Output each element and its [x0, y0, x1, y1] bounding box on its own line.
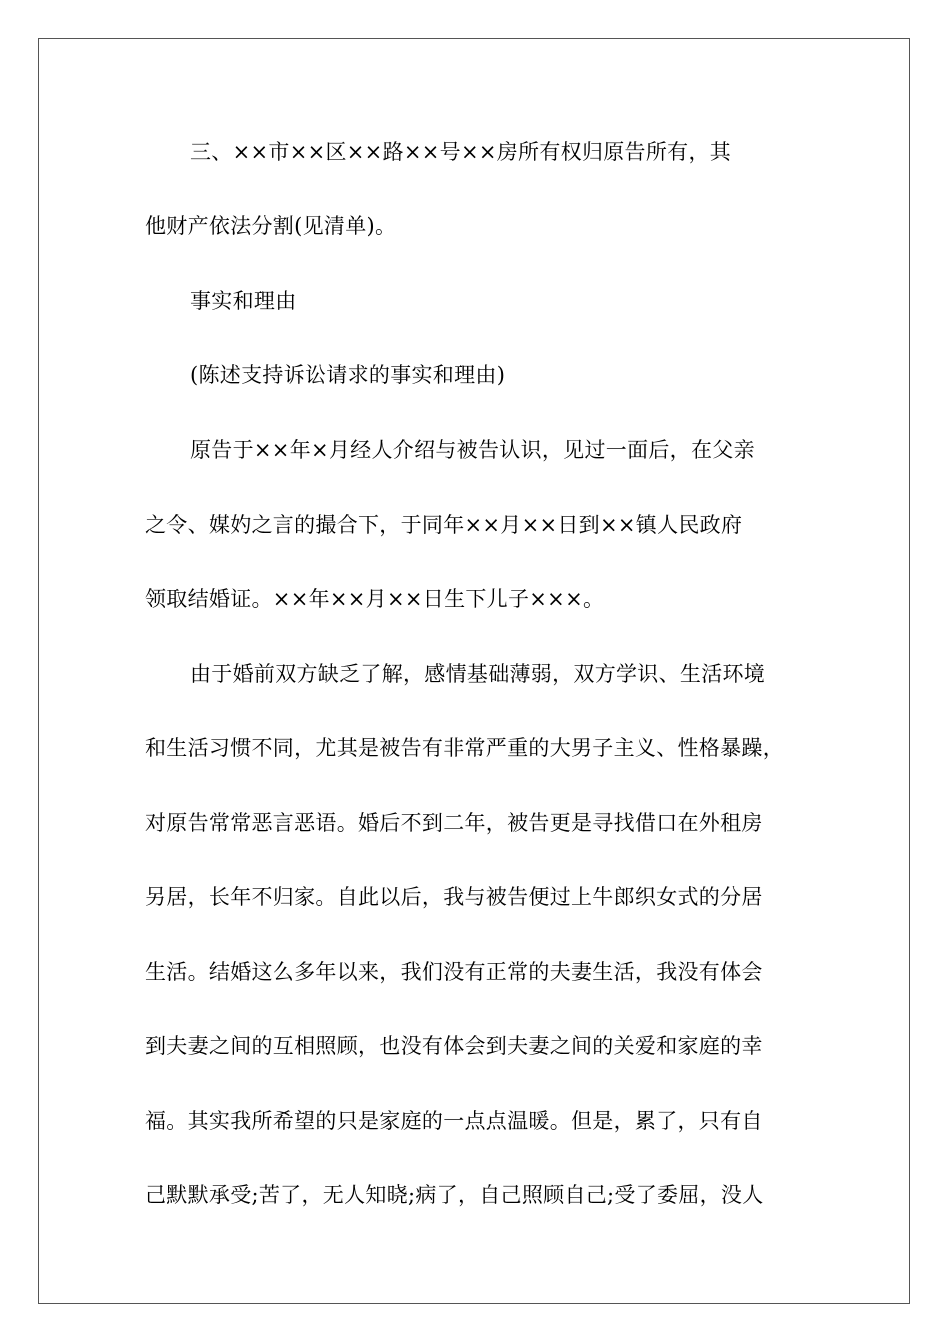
paragraph-marriage-line-3: 领取结婚证。××年××月××日生下儿子×××。	[145, 587, 605, 611]
paragraph-reasons-line-3: 对原告常常恶言恶语。婚后不到二年，被告更是寻找借口在外租房	[145, 811, 763, 835]
section-instruction-note: (陈述支持诉讼请求的事实和理由)	[190, 363, 506, 387]
paragraph-marriage-line-1: 原告于××年×月经人介绍与被告认识，见过一面后，在父亲	[190, 438, 755, 462]
paragraph-reasons-line-6: 到夫妻之间的互相照顾，也没有体会到夫妻之间的关爱和家庭的幸	[145, 1034, 763, 1058]
section-heading-facts-and-reasons: 事实和理由	[190, 289, 297, 313]
paragraph-marriage-line-2: 之令、媒妁之言的撮合下，于同年××月××日到××镇人民政府	[145, 513, 743, 537]
paragraph-reasons-line-2: 和生活习惯不同，尤其是被告有非常严重的大男子主义、性格暴躁，	[145, 736, 784, 760]
paragraph-reasons-line-4: 另居，长年不归家。自此以后，我与被告便过上牛郎织女式的分居	[145, 885, 763, 909]
paragraph-property-claim-line-1: 三、××市××区××路××号××房所有权归原告所有，其	[190, 140, 732, 164]
paragraph-reasons-line-8: 己默默承受;苦了，无人知晓;病了，自己照顾自己;受了委屈，没人	[145, 1183, 764, 1207]
paragraph-reasons-line-1: 由于婚前双方缺乏了解，感情基础薄弱，双方学识、生活环境	[190, 662, 766, 686]
paragraph-reasons-line-7: 福。其实我所希望的只是家庭的一点点温暖。但是，累了，只有自	[145, 1109, 763, 1133]
paragraph-property-claim-line-2: 他财产依法分割(见清单)。	[145, 214, 397, 238]
paragraph-reasons-line-5: 生活。结婚这么多年以来，我们没有正常的夫妻生活，我没有体会	[145, 960, 763, 984]
